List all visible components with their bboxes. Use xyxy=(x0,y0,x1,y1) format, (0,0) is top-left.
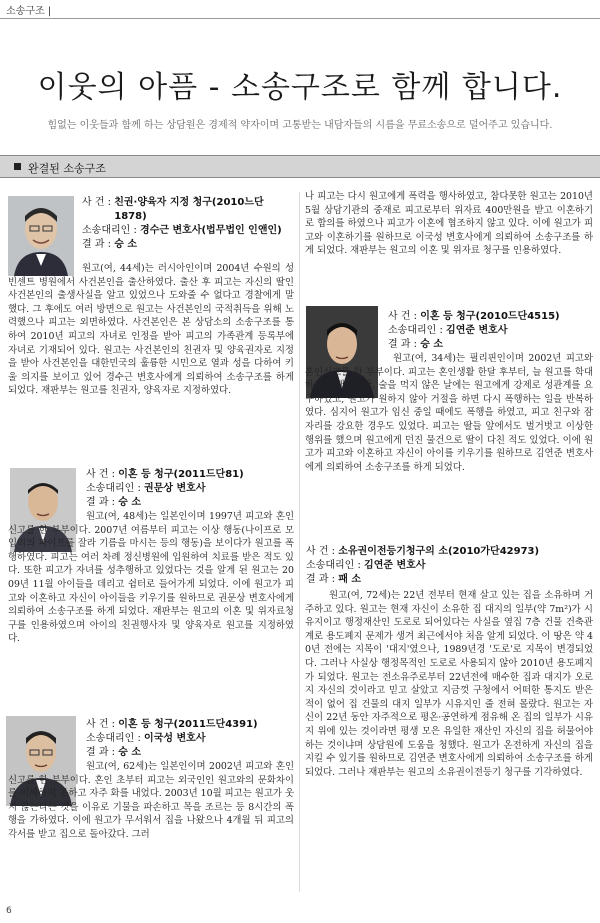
page-title: 이웃의 아픔 - 소송구조로 함께 합니다. xyxy=(37,70,563,105)
case-result: 승 소 xyxy=(118,497,142,508)
case-body-continued: 나 피고는 다시 원고에게 폭력을 행사하였고, 참다못한 원고는 2010년 5월 상담기관의 중재로 피고로부터 위자료 400만원을 받고 이혼하기로 합의를 하였으나 피고가 이혼에 협조하지 않고 있다. 이에 원고가 피고와 이혼하기를 원하므로 이국성 변호사에게 의뢰하여 소송구조를 하게 되었다. 재판부는 원고의 이혼 및 위자료 청구를 인용하였다. xyxy=(305,191,593,257)
section-header-bar xyxy=(0,155,600,178)
case-name: 이혼 등 청구(2010드단4515) xyxy=(420,311,560,322)
result-label: 결 과 : xyxy=(306,574,336,585)
case-body: 원고(여, 34세)는 필리핀인이며 2002년 피고와 혼인신고를 한 부부이다. 피고는 혼인생활 한달 후부터, 늘 원고를 학대하고 폭행하였다. 술을 먹지 않은 날에는 원고에게 강제로 성관계를 요구하였고, 원고가 원하지 않아 거절을 하면 다시 폭행하는 일을 반복하였다. 심지어 원고가 임신 중일 때에도 폭행을 하였고, 피고 친구와 잠자리를 강요한 경우도 있었다. 피고는 딸들 앞에서도 벌거벗고 이상한 행위를 했으며 원고에게 던진 물건으로 딸이 다친 적도 있었다. 이에 원고가 피고와 이혼하고 자신이 아이를 키우기를 원하므로 김연준 변호사에게 의뢰하여 소송구조를 하게 되었다. xyxy=(305,353,593,473)
case-body: 원고(여, 48세)는 일본인이며 1997년 피고와 혼인신고를 한 부부이다. 2007년 여름부터 피고는 이상 행동(나이프로 모입리의 파이프를 잘라 기름을 마시는 등의 행동)을 보이다가 원고를 폭행하였다. 피고는 여러 차례 정신병원에 입원하여 치료를 받은 적도 있다. 또한 피고가 자녀를 성추행하고 있었다는 것을 알게 된 원고는 2009년 11월 아이들을 데리고 쉼터로 들어가게 되었다. 이에 원고가 피고와 이혼하고 자신이 아이들을 키우기를 원하므로 권문상 변호사에게 의뢰하여 소송구조를 하게 되었다. 재판부는 원고의 이혼 및 위자료청구를 인용하였으며 아이의 친권행사자 및 양육자로 원고를 지정하였다. xyxy=(8,511,294,645)
case-result: 승 소 xyxy=(114,239,138,250)
case-agent: 김연준 변호사 xyxy=(446,325,508,336)
column-divider xyxy=(299,192,300,892)
result-label: 결 과 : xyxy=(82,239,112,250)
case-result: 패 소 xyxy=(338,574,362,585)
case-agent: 김연준 변호사 xyxy=(364,560,426,571)
case-name: 소유권이전등기청구의 소(2010가단42973) xyxy=(338,546,540,557)
case-meta xyxy=(388,310,594,352)
case-label: 사 건 : xyxy=(306,546,336,557)
case-meta xyxy=(86,718,294,760)
case-body: 원고(여, 72세)는 22년 전부터 현재 살고 있는 집을 소유하며 거주하고 있다. 원고는 현재 자신이 소유한 집 대지의 일부(약 7m²)가 시유지이고 행정재산인 도로로 되어있다는 사실을 옆집 7층 건물 건축관계로 용도폐지 문제가 생겨 최근에서야 처음 알게 되었다. 이 땅은 약 40년 전에는 지목이 '대지'였으나, 1989년경 '도로'로 지목이 변경되었다. 그러나 사실상 행정목적인 도로로 사용되지 않아 2010년 용도폐지가 되었다. 원고는 전소유주로부터 22년전에 매수한 집과 대지가 오로지 자신의 것이라고 믿고 살았고 지금껏 구청에서 어떠한 통지도 받은 적이 없어 집 건물의 대지 일부가 시유지인 줄 전혀 몰랐다. 원고는 자신이 22년 동안 자주적으로 평온·공연하게 점유해 온 집의 일부가 시유지 위에 있는 것이라면 평생 모은 유일한 재산인 자신의 집을 허물어야 하는 것이냐며 상담원에 도움을 청했다. 원고가 온전하게 자신의 집을 지킬 수 있기를 원하므로 김연준 변호사에게 의뢰하여 소송구조를 하게 되었다. 그러나 재판부는 원고의 소유권이전등기 청구를 기각하였다. xyxy=(305,590,593,778)
case-meta xyxy=(306,545,594,587)
case-agent: 경수근 변호사(법무법인 인앤인) xyxy=(140,225,282,236)
section-tag: 소송구조 | xyxy=(6,6,52,17)
agent-label: 소송대리인 : xyxy=(86,733,141,744)
result-label: 결 과 : xyxy=(86,497,116,508)
case-agent: 권문상 변호사 xyxy=(144,483,206,494)
case-label: 사 건 : xyxy=(388,311,418,322)
agent-label: 소송대리인 : xyxy=(86,483,141,494)
case-label: 사 건 : xyxy=(82,197,112,208)
page-subtitle: 힘없는 이웃들과 함께 하는 상담원은 경제적 약자이며 고통받는 내담자들의 시름을 무료소송으로 덜어주고 있습니다. xyxy=(47,120,553,131)
case-name: 이혼 등 청구(2011드단81) xyxy=(118,469,244,480)
case-agent: 이국성 변호사 xyxy=(144,733,206,744)
case-body: 원고(여, 62세)는 일본인이며 2002년 피고와 혼인신고를 한 부부이다. 혼인 초부터 피고는 외국인인 원고와의 문화차이를 이해하지 못하고 자주 화를 내었다. 2003년 10월 피고는 원고가 웃지 않는다는 것을 이유로 기물을 파손하고 목을 조르는 등 8시간의 폭행을 가하였다. 이에 원고가 무서워서 집을 나왔으나 4개월 뒤 피고의 각서를 받고 집으로 돌아갔다. 그러 xyxy=(8,761,294,840)
agent-label: 소송대리인 : xyxy=(82,225,137,236)
case-meta xyxy=(82,196,294,252)
case-meta xyxy=(86,468,294,510)
case-name: 친권·양육자 지정 청구(2010느단1878) xyxy=(114,197,264,222)
case-name: 이혼 등 청구(2011드단4391) xyxy=(118,719,258,730)
case-result: 승 소 xyxy=(118,747,142,758)
agent-label: 소송대리인 : xyxy=(388,325,443,336)
agent-label: 소송대리인 : xyxy=(306,560,361,571)
case-label: 사 건 : xyxy=(86,719,116,730)
header-divider xyxy=(0,18,600,19)
page-number: 6 xyxy=(6,906,12,916)
result-label: 결 과 : xyxy=(86,747,116,758)
case-result: 승 소 xyxy=(420,339,444,350)
result-label: 결 과 : xyxy=(388,339,418,350)
case-body: 원고(여, 44세)는 러시아인이며 2004년 수원의 성빈센트 병원에서 사건본인을 출산하였다. 출산 후 피고는 자신의 딸인 사건본인의 출생사실을 알고 있었으나 도와줄 수 없다고 경찰에게 말했다. 그 후에도 여러 방면으로 원고는 사건본인의 국적취득을 위해 노력했으나 피고는 외면하였다. 사건본인은 본 상담소의 소송구조를 통하여 2010년 피고의 자녀로 인정을 받아 피고의 가족관계 등록부에 자녀로 기재되어 있다. 원고는 사건본인의 친권자 및 양육권자로 지정을 받아 사건본인을 대한민국의 훌륭한 시민으로 열과 성을 다하여 키울 의지를 보이고 있어 경수근 변호사에게 의뢰하여 소송구조를 하게 되었다. 재판부는 원고를 친권자, 양육자로 지정하였다. xyxy=(8,263,294,397)
case-label: 사 건 : xyxy=(86,469,116,480)
square-bullet-icon xyxy=(14,163,21,170)
section-label: 완결된 소송구조 xyxy=(28,162,106,175)
